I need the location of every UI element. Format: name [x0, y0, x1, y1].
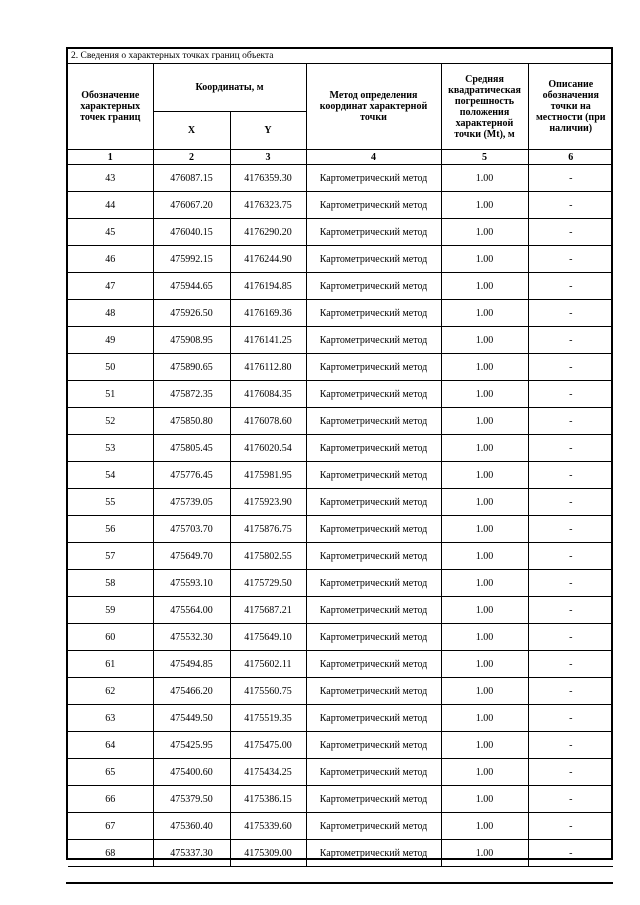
- cell-x: 475908.95: [153, 327, 230, 354]
- cell-description: -: [528, 624, 613, 651]
- section-title-row: [68, 49, 613, 64]
- cell-error: 1.00: [441, 678, 528, 705]
- cell-description: -: [528, 813, 613, 840]
- cell-description: -: [528, 408, 613, 435]
- cell-x: 475532.30: [153, 624, 230, 651]
- column-number: 2: [153, 150, 230, 165]
- cell-y: 4175981.95: [230, 462, 306, 489]
- cell-method: Картометрический метод: [306, 813, 441, 840]
- cell-method: Картометрический метод: [306, 354, 441, 381]
- cell-error: 1.00: [441, 651, 528, 678]
- cell-y: 4176112.80: [230, 354, 306, 381]
- cell-y: 4176084.35: [230, 381, 306, 408]
- cell-x: 475466.20: [153, 678, 230, 705]
- cell-description: -: [528, 570, 613, 597]
- column-number: 5: [441, 150, 528, 165]
- cell-error: 1.00: [441, 219, 528, 246]
- header-x: X: [153, 112, 230, 150]
- cell-x: 475564.00: [153, 597, 230, 624]
- table-row: [68, 273, 613, 300]
- cell-y: 4175687.21: [230, 597, 306, 624]
- table-row: [68, 624, 613, 651]
- cell-method: Картометрический метод: [306, 381, 441, 408]
- table-row: [68, 570, 613, 597]
- cell-x: 476040.15: [153, 219, 230, 246]
- cell-error: 1.00: [441, 246, 528, 273]
- cell-point-id: 65: [68, 759, 153, 786]
- cell-error: 1.00: [441, 786, 528, 813]
- cell-x: 475776.45: [153, 462, 230, 489]
- cell-point-id: 54: [68, 462, 153, 489]
- cell-error: 1.00: [441, 300, 528, 327]
- cell-method: Картометрический метод: [306, 273, 441, 300]
- table-body: [68, 49, 613, 867]
- cell-point-id: 66: [68, 786, 153, 813]
- cell-error: 1.00: [441, 813, 528, 840]
- cell-point-id: 53: [68, 435, 153, 462]
- cell-x: 475649.70: [153, 543, 230, 570]
- cell-point-id: 51: [68, 381, 153, 408]
- cell-method: Картометрический метод: [306, 597, 441, 624]
- cell-point-id: 43: [68, 165, 153, 192]
- cell-y: 4176194.85: [230, 273, 306, 300]
- cell-description: -: [528, 381, 613, 408]
- table-row: [68, 246, 613, 273]
- cell-x: 475872.35: [153, 381, 230, 408]
- cell-description: -: [528, 192, 613, 219]
- cell-y: 4176359.30: [230, 165, 306, 192]
- cell-y: 4175475.00: [230, 732, 306, 759]
- cell-y: 4175602.11: [230, 651, 306, 678]
- cell-error: 1.00: [441, 516, 528, 543]
- cell-x: 475400.60: [153, 759, 230, 786]
- cell-point-id: 60: [68, 624, 153, 651]
- table-row: [68, 408, 613, 435]
- cell-error: 1.00: [441, 462, 528, 489]
- cell-y: 4175560.75: [230, 678, 306, 705]
- cell-method: Картометрический метод: [306, 759, 441, 786]
- table-row: [68, 165, 613, 192]
- cell-error: 1.00: [441, 354, 528, 381]
- column-number-row: [68, 150, 613, 165]
- cell-method: Картометрический метод: [306, 651, 441, 678]
- cell-point-id: 46: [68, 246, 153, 273]
- table-row: [68, 732, 613, 759]
- table-row: [68, 840, 613, 867]
- cell-method: Картометрический метод: [306, 327, 441, 354]
- cell-method: Картометрический метод: [306, 165, 441, 192]
- cell-point-id: 47: [68, 273, 153, 300]
- cell-description: -: [528, 597, 613, 624]
- cell-error: 1.00: [441, 570, 528, 597]
- cell-y: 4175386.15: [230, 786, 306, 813]
- cell-description: -: [528, 165, 613, 192]
- cell-y: 4175729.50: [230, 570, 306, 597]
- cell-method: Картометрический метод: [306, 786, 441, 813]
- document-frame: [66, 47, 613, 860]
- cell-point-id: 49: [68, 327, 153, 354]
- cell-method: Картометрический метод: [306, 705, 441, 732]
- cell-description: -: [528, 462, 613, 489]
- cell-point-id: 58: [68, 570, 153, 597]
- cell-x: 475494.85: [153, 651, 230, 678]
- table-row: [68, 597, 613, 624]
- table-row: [68, 516, 613, 543]
- cell-description: -: [528, 489, 613, 516]
- cell-x: 475992.15: [153, 246, 230, 273]
- table-row: [68, 354, 613, 381]
- cell-x: 475337.30: [153, 840, 230, 867]
- table-row: [68, 678, 613, 705]
- cell-description: -: [528, 246, 613, 273]
- cell-x: 475850.80: [153, 408, 230, 435]
- cell-error: 1.00: [441, 192, 528, 219]
- cell-error: 1.00: [441, 327, 528, 354]
- cell-point-id: 45: [68, 219, 153, 246]
- cell-x: 475379.50: [153, 786, 230, 813]
- cell-y: 4175309.00: [230, 840, 306, 867]
- table-row: [68, 651, 613, 678]
- cell-method: Картометрический метод: [306, 192, 441, 219]
- cell-x: 475926.50: [153, 300, 230, 327]
- cell-description: -: [528, 759, 613, 786]
- cell-method: Картометрический метод: [306, 570, 441, 597]
- cell-error: 1.00: [441, 705, 528, 732]
- cell-y: 4175434.25: [230, 759, 306, 786]
- table-row: [68, 786, 613, 813]
- cell-method: Картометрический метод: [306, 516, 441, 543]
- table-row: [68, 381, 613, 408]
- cell-description: -: [528, 273, 613, 300]
- cell-y: 4176290.20: [230, 219, 306, 246]
- column-number: 1: [68, 150, 153, 165]
- cell-point-id: 50: [68, 354, 153, 381]
- cell-method: Картометрический метод: [306, 219, 441, 246]
- cell-error: 1.00: [441, 165, 528, 192]
- boundary-points-table: [68, 49, 613, 867]
- table-row: [68, 543, 613, 570]
- cell-error: 1.00: [441, 759, 528, 786]
- cell-point-id: 48: [68, 300, 153, 327]
- header-point-designation: Обозначение характерных точек границ: [68, 64, 153, 150]
- cell-x: 476067.20: [153, 192, 230, 219]
- section-title: 2. Сведения о характерных точках границ объекта: [68, 49, 613, 64]
- cell-x: 475703.70: [153, 516, 230, 543]
- header-coordinates: Координаты, м: [153, 64, 306, 112]
- cell-method: Картометрический метод: [306, 300, 441, 327]
- cell-method: Картометрический метод: [306, 435, 441, 462]
- cell-y: 4176078.60: [230, 408, 306, 435]
- table-row: [68, 192, 613, 219]
- cell-method: Картометрический метод: [306, 678, 441, 705]
- cell-x: 475360.40: [153, 813, 230, 840]
- cell-error: 1.00: [441, 543, 528, 570]
- cell-error: 1.00: [441, 624, 528, 651]
- cell-description: -: [528, 705, 613, 732]
- cell-point-id: 68: [68, 840, 153, 867]
- cell-x: 476087.15: [153, 165, 230, 192]
- cell-method: Картометрический метод: [306, 489, 441, 516]
- cell-x: 475944.65: [153, 273, 230, 300]
- cell-point-id: 59: [68, 597, 153, 624]
- table-row: [68, 327, 613, 354]
- table-row: [68, 435, 613, 462]
- cell-y: 4175802.55: [230, 543, 306, 570]
- cell-x: 475425.95: [153, 732, 230, 759]
- cell-description: -: [528, 732, 613, 759]
- cell-method: Картометрический метод: [306, 543, 441, 570]
- cell-error: 1.00: [441, 489, 528, 516]
- cell-point-id: 62: [68, 678, 153, 705]
- cell-y: 4175923.90: [230, 489, 306, 516]
- table-row: [68, 813, 613, 840]
- cell-description: -: [528, 786, 613, 813]
- cell-point-id: 67: [68, 813, 153, 840]
- cell-y: 4175519.35: [230, 705, 306, 732]
- cell-y: 4176323.75: [230, 192, 306, 219]
- cell-error: 1.00: [441, 273, 528, 300]
- cell-x: 475449.50: [153, 705, 230, 732]
- cell-error: 1.00: [441, 840, 528, 867]
- cell-error: 1.00: [441, 732, 528, 759]
- column-number: 3: [230, 150, 306, 165]
- header-description: Описание обозначения точки на местности (при наличии): [528, 64, 613, 150]
- cell-description: -: [528, 516, 613, 543]
- cell-point-id: 52: [68, 408, 153, 435]
- cell-method: Картометрический метод: [306, 408, 441, 435]
- cell-y: 4176020.54: [230, 435, 306, 462]
- table-row: [68, 300, 613, 327]
- cell-error: 1.00: [441, 408, 528, 435]
- cell-y: 4176244.90: [230, 246, 306, 273]
- table-row: [68, 489, 613, 516]
- cell-method: Картометрический метод: [306, 624, 441, 651]
- bottom-rule: [66, 882, 613, 884]
- cell-y: 4175876.75: [230, 516, 306, 543]
- cell-x: 475593.10: [153, 570, 230, 597]
- cell-description: -: [528, 354, 613, 381]
- cell-method: Картометрический метод: [306, 732, 441, 759]
- cell-point-id: 56: [68, 516, 153, 543]
- column-number: 6: [528, 150, 613, 165]
- cell-point-id: 55: [68, 489, 153, 516]
- table-row: [68, 759, 613, 786]
- cell-description: -: [528, 678, 613, 705]
- cell-method: Картометрический метод: [306, 246, 441, 273]
- cell-point-id: 63: [68, 705, 153, 732]
- cell-error: 1.00: [441, 435, 528, 462]
- table-row: [68, 705, 613, 732]
- cell-description: -: [528, 219, 613, 246]
- cell-error: 1.00: [441, 597, 528, 624]
- cell-x: 475739.05: [153, 489, 230, 516]
- cell-description: -: [528, 651, 613, 678]
- cell-y: 4175339.60: [230, 813, 306, 840]
- header-row: [68, 64, 613, 112]
- table-row: [68, 219, 613, 246]
- cell-point-id: 44: [68, 192, 153, 219]
- cell-description: -: [528, 543, 613, 570]
- cell-y: 4175649.10: [230, 624, 306, 651]
- cell-description: -: [528, 435, 613, 462]
- cell-method: Картометрический метод: [306, 462, 441, 489]
- table-row: [68, 462, 613, 489]
- column-number: 4: [306, 150, 441, 165]
- cell-error: 1.00: [441, 381, 528, 408]
- header-error: Средняя квадратическая погрешность положения характерной точки (Mt), м: [441, 64, 528, 150]
- cell-y: 4176169.36: [230, 300, 306, 327]
- cell-description: -: [528, 300, 613, 327]
- cell-x: 475890.65: [153, 354, 230, 381]
- header-y: Y: [230, 112, 306, 150]
- cell-description: -: [528, 840, 613, 867]
- header-method: Метод определения координат характерной точки: [306, 64, 441, 150]
- cell-point-id: 61: [68, 651, 153, 678]
- cell-point-id: 64: [68, 732, 153, 759]
- cell-x: 475805.45: [153, 435, 230, 462]
- cell-y: 4176141.25: [230, 327, 306, 354]
- cell-point-id: 57: [68, 543, 153, 570]
- cell-method: Картометрический метод: [306, 840, 441, 867]
- cell-description: -: [528, 327, 613, 354]
